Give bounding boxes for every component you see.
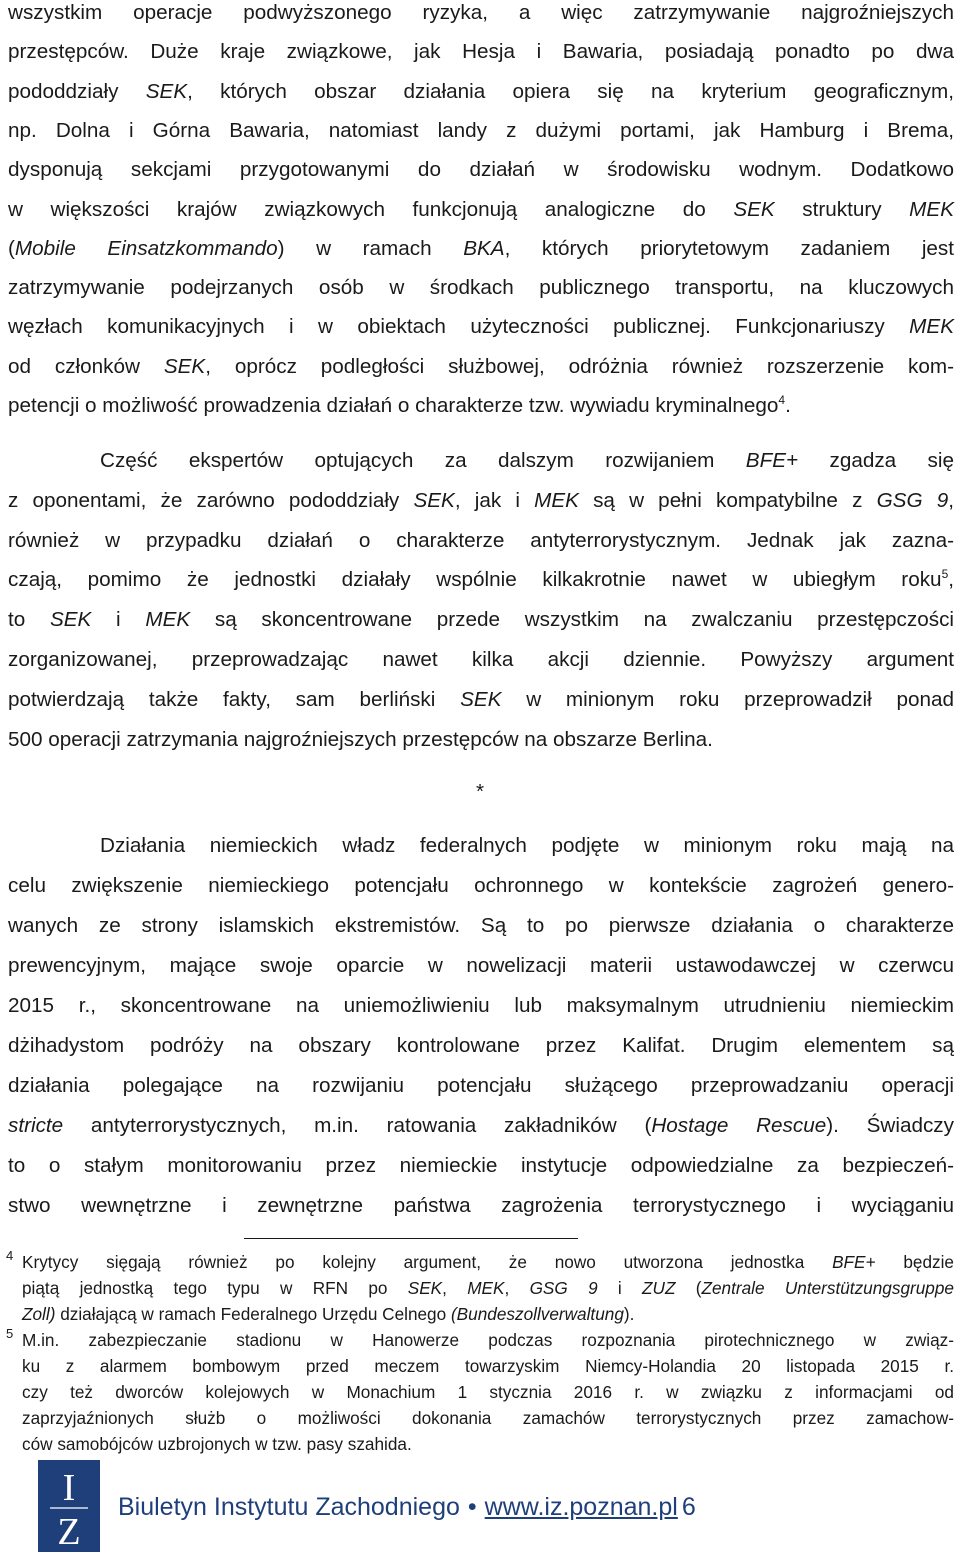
text-line: przestępców. Duże kraje związkowe, jak Hesja i Bawaria, posiadają ponadto po dwa xyxy=(8,40,954,64)
text-line: to o stałym monitorowaniu przez niemieckie instytucje odpowiedzialne za bezpieczeń- xyxy=(8,1154,954,1177)
page-number: 6 xyxy=(681,1493,696,1521)
text-line: od członków SEK, oprócz podległości służbowej, odróżnia również rozszerzenie kom- xyxy=(8,354,955,378)
text-line: wszystkim operacje podwyższonego ryzyka, a więc zatrzymywanie najgroźniejszych xyxy=(8,1,954,24)
text-line: wanych ze strony islamskich ekstremistów. Są to po pierwsze działania o charakterze xyxy=(8,914,954,937)
logo-letter-i: I xyxy=(62,1467,76,1509)
text-line: z oponentami, że zarówno pododdziały SEK, jak i MEK są w pełni kompatybilne z GSG 9, xyxy=(8,488,954,512)
text-line: stwo wewnętrzne i zewnętrzne państwa zagrożenia terrorystycznego i wyciąganiu xyxy=(8,1194,954,1217)
footnote-number: 4 xyxy=(6,1248,14,1263)
text-line: działania polegające na rozwijaniu potencjału służącego przeprowadzaniu operacji xyxy=(8,1074,954,1097)
institute-logo xyxy=(38,1460,100,1552)
text-line: potwierdzają także fakty, sam berliński SEK w minionym roku przeprowadził ponad xyxy=(8,687,954,711)
footer-text xyxy=(118,1491,696,1523)
footnote-ref-4[interactable]: 4 xyxy=(778,393,786,408)
logo-letter-z: Z xyxy=(57,1511,81,1552)
footnote-line: zaprzyjaźnionych służb o możliwości dokonania zamachów terrorystycznych przez zamachow- xyxy=(22,1408,954,1428)
footnote-number: 5 xyxy=(6,1326,14,1341)
footnote-line: M.in. zabezpieczanie stadionu w Hanowerze podczas rozpoznania pirotechnicznego w związ- xyxy=(22,1330,954,1350)
journal-name: Biuletyn Instytutu Zachodniego xyxy=(118,1493,460,1521)
section-separator: * xyxy=(475,780,485,803)
footnote-line: piątą jednostką tego typu w RFN po SEK, MEK, GSG 9 i ZUZ (Zentrale Unterstützungsgruppe xyxy=(22,1278,954,1298)
text-line: czają, pomimo że jednostki działały wspólnie kilkakrotnie nawet w ubiegłym roku$^5$, xyxy=(8,567,954,592)
footnote-line: Krytycy sięgają również po kolejny argument, że nowo utworzona jednostka BFE+ będzie xyxy=(22,1252,954,1272)
text-line: petencji o możliwość prowadzenia działań o charakterze tzw. wywiadu kryminalnego$^4$. xyxy=(8,393,791,417)
text-line: to SEK i MEK są skoncentrowane przede wszystkim na zwalczaniu przestępczości xyxy=(8,608,955,632)
text-line: (Mobile Einsatzkommando) w ramach BKA, których priorytetowym zadaniem jest xyxy=(8,236,955,260)
website-link[interactable]: www.iz.poznan.pl xyxy=(484,1493,678,1521)
text-line: zorganizowanej, przeprowadzając nawet kilka akcji dziennie. Powyższy argument xyxy=(8,648,954,671)
bullet-separator: • xyxy=(467,1493,477,1521)
text-line: dysponują sekcjami przygotowanymi do działań w środowisku wodnym. Dodatkowo xyxy=(8,158,954,182)
footnote-line: Zoll) działającą w ramach Federalnego Urzędu Celnego (Bundeszollverwaltung). xyxy=(22,1304,635,1324)
text-line: w większości krajów związkowych funkcjonują analogiczne do SEK struktury MEK xyxy=(8,197,954,221)
text-line: 2015 r., skoncentrowane na uniemożliwieniu lub maksymalnym utrudnieniu niemieckim xyxy=(8,994,954,1017)
footnote-line: czy też dworców kolejowych w Monachium 1 stycznia 2016 r. w związku z informacjami od xyxy=(22,1382,954,1402)
text-line: również w przypadku działań o charakterze antyterrorystycznym. Jednak jak zazna- xyxy=(8,528,954,552)
footnote-rule xyxy=(244,1238,578,1239)
text-line: prewencyjnym, mające swoje oparcie w nowelizacji materii ustawodawczej w czerwcu xyxy=(8,954,954,977)
footnote-line: ców samobójców uzbrojonych w tzw. pasy szahida. xyxy=(22,1434,412,1454)
text-line: np. Dolna i Górna Bawaria, natomiast landy z dużymi portami, jak Hamburg i Brema, xyxy=(8,118,954,142)
footnote-ref-5[interactable]: 5 xyxy=(941,567,949,582)
text-line: pododdziały SEK, których obszar działania opiera się na kryterium geograficznym, xyxy=(8,79,954,103)
text-line: stricte antyterrorystycznych, m.in. ratowania zakładników (Hostage Rescue). Świadczy xyxy=(8,1114,954,1137)
text-line: 500 operacji zatrzymania najgroźniejszych przestępców na obszarze Berlina. xyxy=(8,727,713,751)
footnote-line: ku z alarmem bombowym przed meczem towarzyskim Niemcy-Holandia 20 listopada 2015 r. xyxy=(22,1356,954,1376)
text-line: dżihadystom podróży na obszary kontrolowane przez Kalifat. Drugim elementem są xyxy=(8,1034,954,1057)
text-line: węzłach komunikacyjnych i w obiektach użyteczności publicznej. Funkcjonariuszy MEK xyxy=(8,315,954,339)
text-line: zatrzymywanie podejrzanych osób w środkach publicznego transportu, na kluczowych xyxy=(8,276,954,300)
text-line: celu zwiększenie niemieckiego potencjału ochronnego w kontekście zagrożeń genero- xyxy=(8,874,954,897)
text-line: Część ekspertów optujących za dalszym rozwijaniem BFE+ zgadza się xyxy=(100,449,954,472)
text-line: Działania niemieckich władz federalnych podjęte w minionym roku mają na xyxy=(100,834,954,857)
